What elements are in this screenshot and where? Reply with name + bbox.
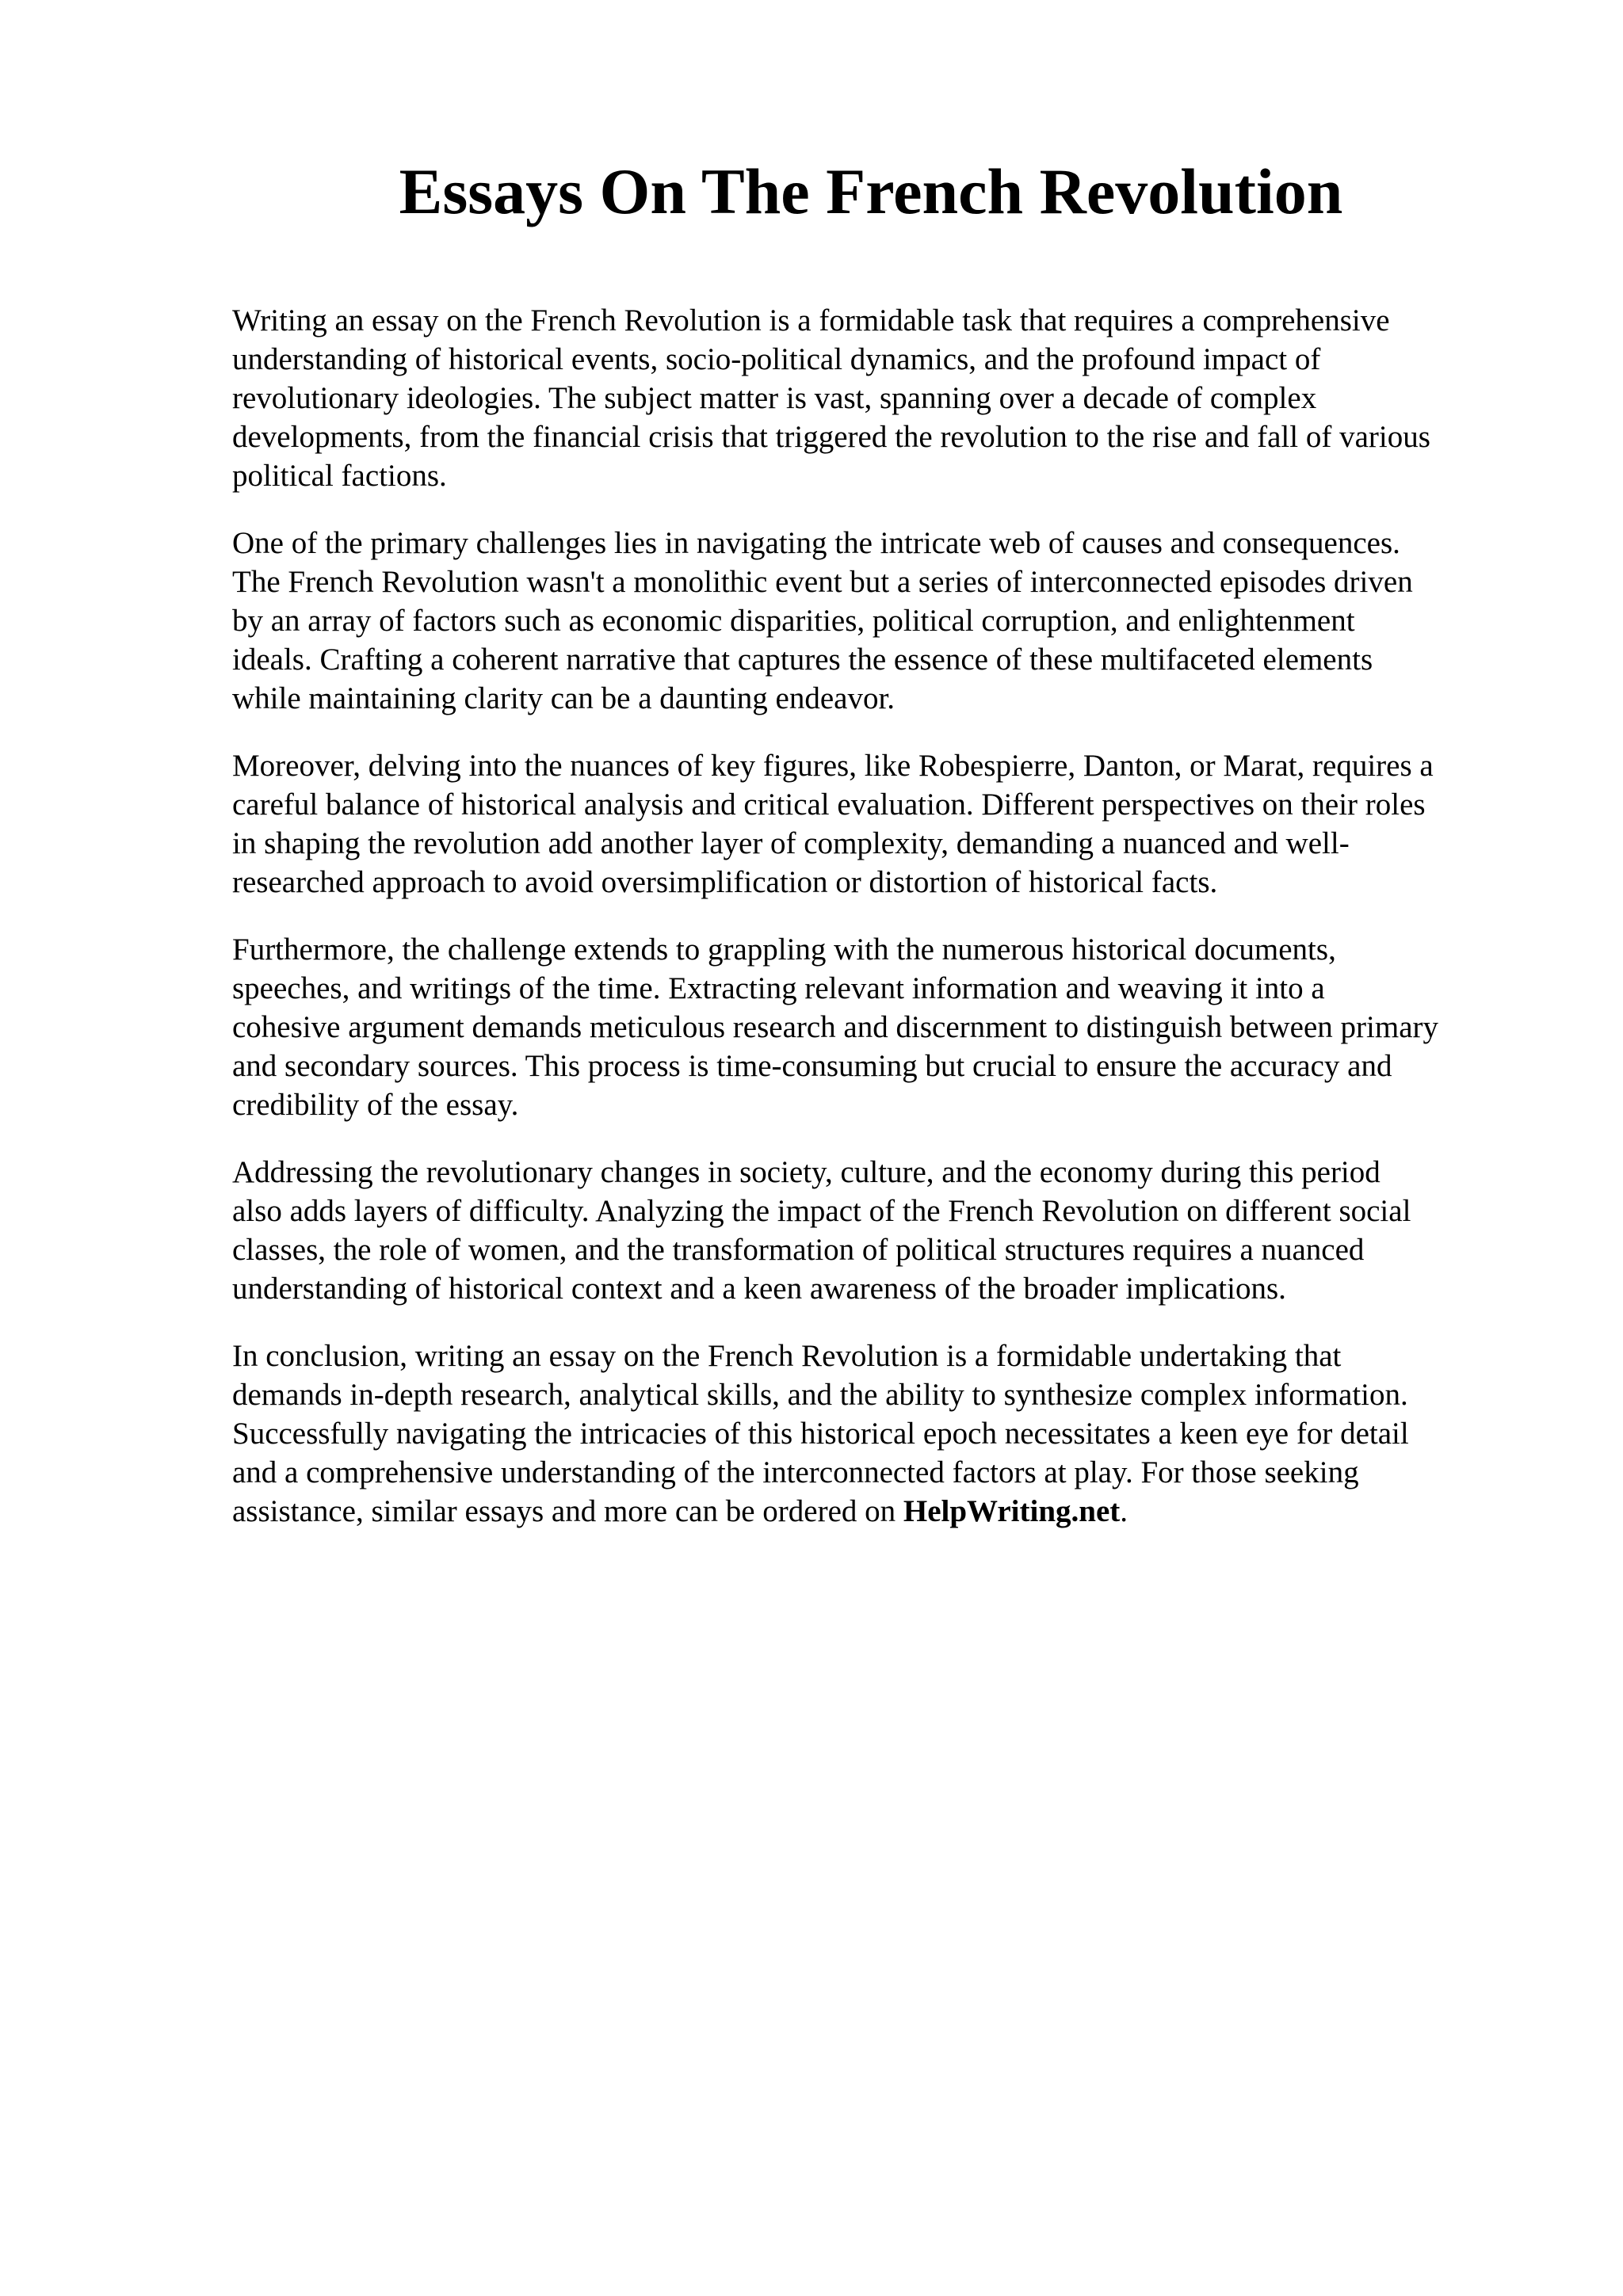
paragraph-last-line bbox=[232, 1492, 1524, 1531]
paragraph-6 bbox=[232, 1337, 1524, 1531]
paragraph-line: also adds layers of difficulty. Analyzing the impact of the French Revolution on different social bbox=[232, 1194, 1411, 1228]
paragraph-line: One of the primary challenges lies in navigating the intricate web of causes and consequences. bbox=[232, 526, 1400, 560]
paragraph-1 bbox=[232, 301, 1524, 495]
paragraph-3 bbox=[232, 746, 1524, 902]
paragraph-line: demands in-depth research, analytical skills, and the ability to synthesize complex information. bbox=[232, 1378, 1408, 1412]
helpwriting-link[interactable]: HelpWriting.net bbox=[903, 1494, 1121, 1528]
paragraph-line: understanding of historical context and a keen awareness of the broader implications. bbox=[232, 1272, 1286, 1306]
paragraph-line: Furthermore, the challenge extends to grappling with the numerous historical documents, bbox=[232, 933, 1336, 967]
paragraph-line: Writing an essay on the French Revolution is a formidable task that requires a comprehensive bbox=[232, 303, 1390, 338]
paragraph-line: and a comprehensive understanding of the interconnected factors at play. For those seeking bbox=[232, 1455, 1359, 1489]
paragraph-line: Moreover, delving into the nuances of key figures, like Robespierre, Danton, or Marat, requires a bbox=[232, 749, 1434, 783]
paragraph-line: understanding of historical events, socio-political dynamics, and the profound impact of bbox=[232, 342, 1321, 376]
paragraph-4 bbox=[232, 930, 1524, 1124]
paragraph-line: The French Revolution wasn't a monolithic event but a series of interconnected episodes driven bbox=[232, 565, 1413, 599]
paragraph-line: developments, from the financial crisis that triggered the revolution to the rise and fall of various bbox=[232, 420, 1430, 454]
paragraph-line: classes, the role of women, and the transformation of political structures requires a nuanced bbox=[232, 1233, 1365, 1267]
document-title: Essays On The French Revolution bbox=[399, 155, 1343, 227]
paragraph-line: speeches, and writings of the time. Extracting relevant information and weaving it into a bbox=[232, 971, 1325, 1005]
paragraph-2 bbox=[232, 524, 1524, 718]
paragraph-line: in shaping the revolution add another layer of complexity, demanding a nuanced and well- bbox=[232, 826, 1350, 860]
last-line-suffix: . bbox=[1120, 1494, 1128, 1528]
paragraph-line: and secondary sources. This process is time-consuming but crucial to ensure the accuracy and bbox=[232, 1049, 1392, 1083]
paragraph-line: by an array of factors such as economic disparities, political corruption, and enlightenment bbox=[232, 604, 1355, 638]
paragraph-line: ideals. Crafting a coherent narrative that captures the essence of these multifaceted elements bbox=[232, 643, 1373, 677]
paragraph-line: researched approach to avoid oversimplification or distortion of historical facts. bbox=[232, 865, 1218, 899]
paragraph-line: political factions. bbox=[232, 459, 447, 493]
paragraph-line: revolutionary ideologies. The subject matter is vast, spanning over a decade of complex bbox=[232, 381, 1317, 415]
paragraph-line: Successfully navigating the intricacies of this historical epoch necessitates a keen eye for detail bbox=[232, 1417, 1409, 1451]
paragraph-5 bbox=[232, 1153, 1524, 1308]
paragraph-line: Addressing the revolutionary changes in society, culture, and the economy during this period bbox=[232, 1155, 1381, 1189]
paragraph-line: In conclusion, writing an essay on the French Revolution is a formidable undertaking that bbox=[232, 1339, 1342, 1373]
paragraph-line: while maintaining clarity can be a daunting endeavor. bbox=[232, 681, 896, 715]
paragraph-line: credibility of the essay. bbox=[232, 1088, 519, 1122]
paragraph-line: cohesive argument demands meticulous research and discernment to distinguish between primary bbox=[232, 1010, 1439, 1044]
paragraph-line: careful balance of historical analysis and critical evaluation. Different perspectives on their roles bbox=[232, 788, 1426, 822]
last-line-prefix: assistance, similar essays and more can be ordered on bbox=[232, 1494, 903, 1528]
document-body bbox=[232, 301, 1524, 1559]
